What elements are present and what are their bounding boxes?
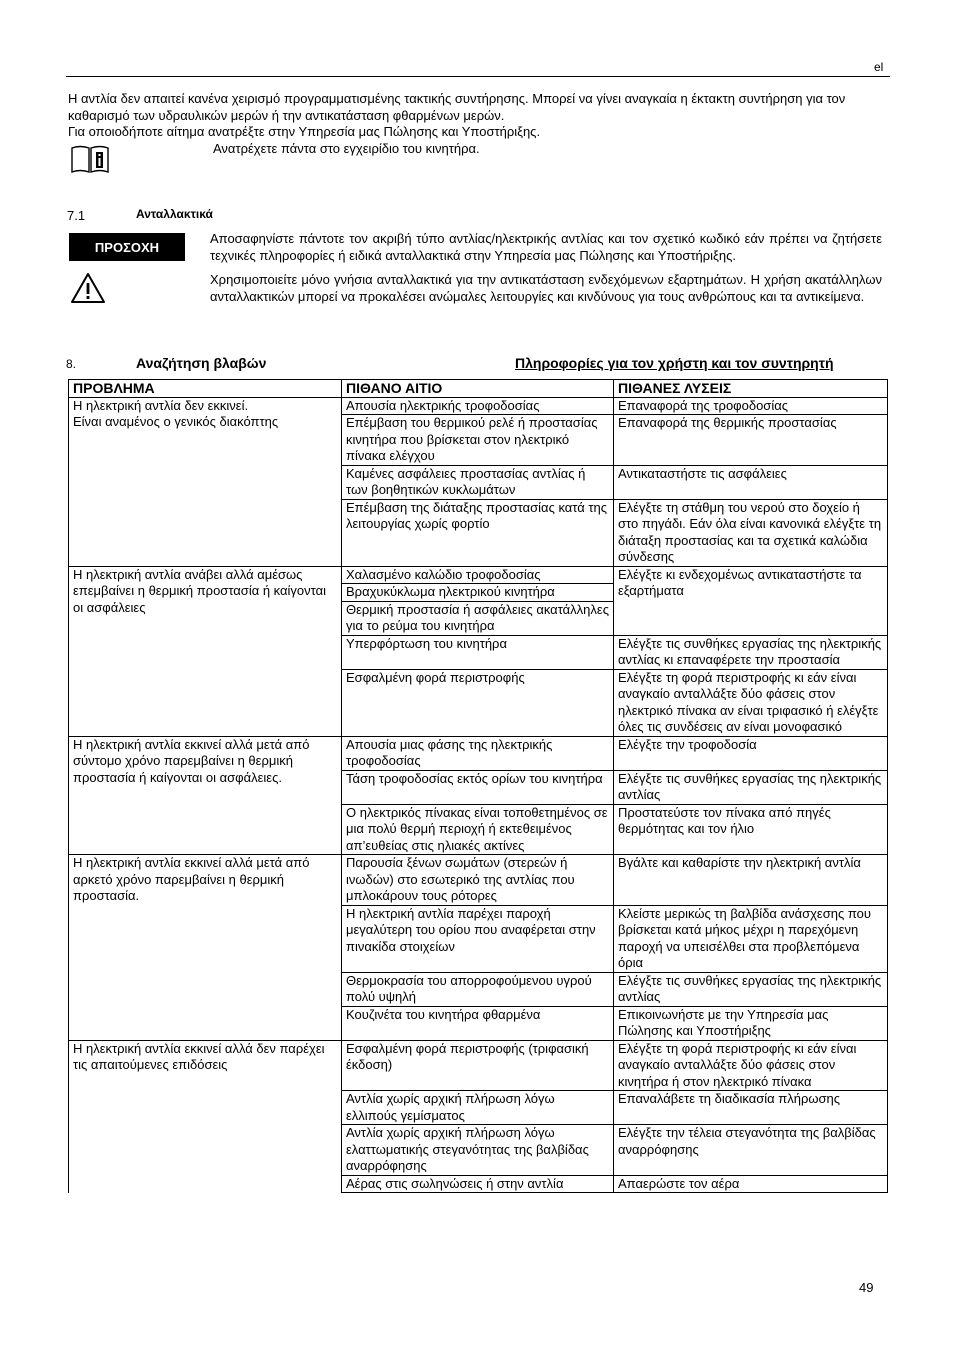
problem-cell: Η ηλεκτρική αντλία εκκινεί αλλά μετά από αρκετό χρόνο παρεμβαίνει η θερμική προστασία.	[69, 855, 342, 1041]
page-number: 49	[859, 1280, 874, 1295]
problem-cell: Η ηλεκτρική αντλία εκκινεί αλλά δεν παρέχει τις απαιτούμενες επιδόσεις	[69, 1040, 342, 1193]
caution-badge: ΠΡΟΣΟΧΗ	[69, 233, 185, 261]
cause-cell: Επέμβαση του θερμικού ρελέ ή προστασίας κινητήρα που βρίσκεται στον ηλεκτρικό πίνακα ελέγχου	[342, 415, 614, 466]
cause-cell: Κουζινέτα του κινητήρα φθαρμένα	[342, 1006, 614, 1040]
cause-cell: Θερμοκρασία του απορροφούμενου υγρού πολύ υψηλή	[342, 972, 614, 1006]
cause-cell: Η ηλεκτρική αντλία παρέχει παροχή μεγαλύτερη του ορίου που αναφέρεται στην πινακίδα στοιχείων	[342, 905, 614, 972]
solution-cell: Ελέγξτε την τέλεια στεγανότητα της βαλβίδας αναρρόφησης	[614, 1125, 888, 1176]
cause-cell: Παρουσία ξένων σωμάτων (στερεών ή ινωδών) στο εσωτερικό της αντλίας που μπλοκάρουν τους ρότορες	[342, 855, 614, 906]
solution-cell: Επικοινωνήστε με την Υπηρεσία μας Πώλησης και Υποστήριξης	[614, 1006, 888, 1040]
table-row	[69, 397, 888, 415]
table-row	[69, 855, 888, 906]
cause-cell: Ο ηλεκτρικός πίνακας είναι τοποθετημένος σε μια πολύ θερμή περιοχή ή εκτεθειμένος απ’ευθείας στις ηλιακές ακτίνες	[342, 804, 614, 855]
section-8-audience: Πληροφορίες για τον χρήστη και τον συντηρητή	[515, 355, 834, 371]
solution-cell: Ελέγξτε τη στάθμη του νερού στο δοχείο ή στο πηγάδι. Εάν όλα είναι κανονικά ελέγξτε τη διάταξη προστασίας και τα σχετικά καλώδια σύνδεσης	[614, 499, 888, 566]
cause-cell: Αέρας στις σωληνώσεις ή στην αντλία	[342, 1175, 614, 1193]
header-rule	[66, 76, 890, 77]
troubleshooting-table	[68, 379, 888, 1193]
intro-text	[68, 91, 892, 141]
solution-cell: Επαναφορά της θερμικής προστασίας	[614, 415, 888, 466]
manual-book-icon	[70, 144, 110, 174]
cause-cell: Βραχυκύκλωμα ηλεκτρικού κινητήρα	[342, 584, 614, 602]
solution-cell: Ελέγξτε τη φορά περιστροφής κι εάν είναι αναγκαίο ανταλλάξτε δύο φάσεις στον ηλεκτρικό πίνακα αν είναι τριφασικό ή ελέγξτε όλες τις συνδέσεις αν είναι μονοφασικό	[614, 669, 888, 736]
table-row	[69, 736, 888, 770]
intro-paragraph-1: Η αντλία δεν απαιτεί κανένα χειρισμό προγραμματισμένης τακτικής συντήρησης. Μπορεί να γίνει αναγκαία η έκτακτη συντήρηση για τον καθαρισμό των υδραυλικών μερών ή την αντικατάσταση φθαρμένων μερών.	[68, 91, 846, 123]
intro-paragraph-2: Για οποιοδήποτε αίτημα ανατρέξτε στην Υπηρεσία μας Πώλησης και Υποστήριξης.	[68, 124, 541, 139]
solution-cell: Βγάλτε και καθαρίστε την ηλεκτρική αντλία	[614, 855, 888, 906]
solution-cell: Ελέγξτε κι ενδεχομένως αντικαταστήστε τα εξαρτήματα	[614, 566, 888, 635]
header-solution: ΠΙΘΑΝΕΣ ΛΥΣΕΙΣ	[614, 380, 888, 398]
warning-triangle-icon	[70, 272, 106, 304]
problem-cell: Η ηλεκτρική αντλία δεν εκκινεί. Είναι αναμένος ο γενικός διακόπτης	[69, 397, 342, 566]
section-7-1-number: 7.1	[67, 208, 86, 223]
solution-cell: Επαναφορά της τροφοδοσίας	[614, 397, 888, 415]
table-row	[69, 566, 888, 584]
solution-cell: Αντικαταστήστε τις ασφάλειες	[614, 465, 888, 499]
cause-cell: Αντλία χωρίς αρχική πλήρωση λόγω ελλιπούς γεμίσματος	[342, 1091, 614, 1125]
cause-cell: Εσφαλμένη φορά περιστροφής (τριφασική έκδοση)	[342, 1040, 614, 1091]
caution-text-1: Αποσαφηνίστε πάντοτε τον ακριβή τύπο αντλίας/ηλεκτρικής αντλίας και τον σχετικό κωδικό εάν πρέπει να ζητήσετε τεχνικές πληροφορίες ή ειδικά ανταλλακτικά στην Υπηρεσία μας Πώλησης και Υποστήριξης.	[210, 231, 882, 263]
solution-cell: Κλείστε μερικώς τη βαλβίδα ανάσχεσης που βρίσκεται κατά μήκος μέχρι η παρεχόμενη παροχή να υπεισέλθει στα προβλεπόμενα όρια	[614, 905, 888, 972]
cause-cell: Καμένες ασφάλειες προστασίας αντλίας ή των βοηθητικών κυκλωμάτων	[342, 465, 614, 499]
solution-cell: Επαναλάβετε τη διαδικασία πλήρωσης	[614, 1091, 888, 1125]
solution-cell: Προστατεύστε τον πίνακα από πηγές θερμότητας και τον ήλιο	[614, 804, 888, 855]
header-cause: ΠΙΘΑΝΟ ΑΙΤΙΟ	[342, 380, 614, 398]
cause-cell: Επέμβαση της διάταξης προστασίας κατά της λειτουργίας χωρίς φορτίο	[342, 499, 614, 566]
section-8-number: 8.	[66, 357, 77, 371]
problem-cell: Η ηλεκτρική αντλία εκκινεί αλλά μετά από σύντομο χρόνο παρεμβαίνει η θερμική προστασία ή καίγονται οι ασφάλειες.	[69, 736, 342, 855]
table-row	[69, 1040, 888, 1091]
cause-cell: Υπερφόρτωση του κινητήρα	[342, 635, 614, 669]
solution-cell: Ελέγξτε τη φορά περιστροφής κι εάν είναι αναγκαίο ανταλλάξτε δύο φάσεις στον κινητήρα ή στον ηλεκτρικό πίνακα	[614, 1040, 888, 1091]
cause-cell: Εσφαλμένη φορά περιστροφής	[342, 669, 614, 736]
cause-cell: Τάση τροφοδοσίας εκτός ορίων του κινητήρα	[342, 770, 614, 804]
solution-cell: Ελέγξτε τις συνθήκες εργασίας της ηλεκτρικής αντλίας κι επαναφέρετε την προστασία	[614, 635, 888, 669]
language-code: el	[874, 60, 884, 74]
cause-cell: Χαλασμένο καλώδιο τροφοδοσίας	[342, 566, 614, 584]
solution-cell: Ελέγξτε τις συνθήκες εργασίας της ηλεκτρικής αντλίας	[614, 770, 888, 804]
cause-cell: Αντλία χωρίς αρχική πλήρωση λόγω ελαττωματικής στεγανότητας της βαλβίδας αναρρόφησης	[342, 1125, 614, 1176]
solution-cell: Ελέγξτε τις συνθήκες εργασίας της ηλεκτρικής αντλίας	[614, 972, 888, 1006]
problem-cell: Η ηλεκτρική αντλία ανάβει αλλά αμέσως επεμβαίνει η θερμική προστασία ή καίγονται οι ασφάλειες	[69, 566, 342, 736]
cause-cell: Απουσία μιας φάσης της ηλεκτρικής τροφοδοσίας	[342, 736, 614, 770]
solution-cell: Απαερώστε τον αέρα	[614, 1175, 888, 1193]
header-problem: ΠΡΟΒΛΗΜΑ	[69, 380, 342, 398]
caution-text-2: Χρησιμοποιείτε μόνο γνήσια ανταλλακτικά για την αντικατάσταση ενδεχόμενων εξαρτημάτων. Η χρήση ακατάλληλων ανταλλακτικών μπορεί να προκαλέσει ανώμαλες λειτουργίες και κινδύνους για τους ανθρώπους και τα αντικείμενα.	[210, 272, 882, 304]
section-8-title: Αναζήτηση βλαβών	[136, 355, 267, 371]
section-7-1-title: Ανταλλακτικά	[136, 207, 213, 221]
cause-cell: Απουσία ηλεκτρικής τροφοδοσίας	[342, 397, 614, 415]
solution-cell: Ελέγξτε την τροφοδοσία	[614, 736, 888, 770]
table-header-row	[69, 380, 888, 398]
cause-cell: Θερμική προστασία ή ασφάλειες ακατάλληλες για το ρεύμα του κινητήρα	[342, 601, 614, 635]
manual-note: Ανατρέχετε πάντα στο εγχειρίδιο του κινητήρα.	[213, 141, 480, 156]
